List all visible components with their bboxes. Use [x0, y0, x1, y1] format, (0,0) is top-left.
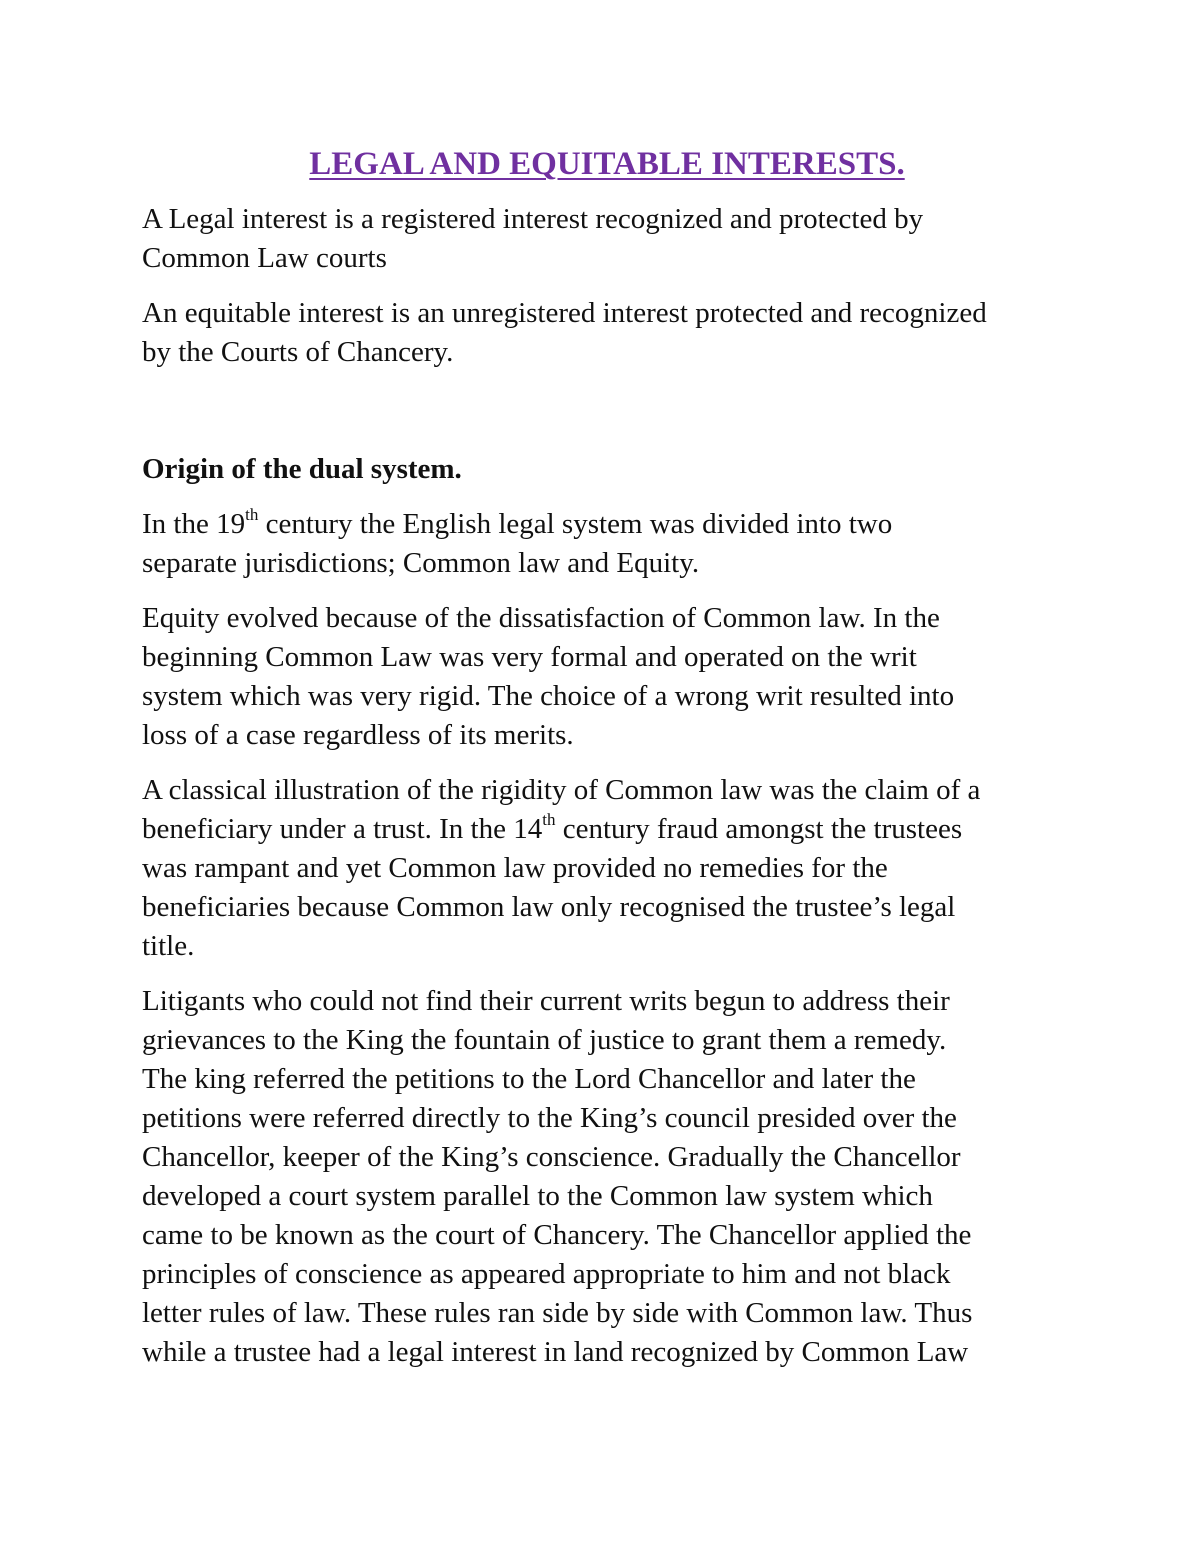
text-line: Chancellor, keeper of the King’s conscience. Gradually the Chancellor — [142, 1141, 961, 1173]
text-line: letter rules of law. These rules ran side by side with Common law. Thus — [142, 1297, 973, 1329]
paragraph-court-of-chancery — [142, 982, 1072, 1372]
paragraph-classical-illustration — [142, 771, 1072, 966]
legal-interest-definition — [142, 200, 1072, 278]
ordinal-suffix: th — [245, 505, 259, 525]
paragraph-equity-evolution — [142, 599, 1072, 755]
blank-line — [142, 388, 1072, 450]
text-line: while a trustee had a legal interest in land recognized by Common Law — [142, 1336, 969, 1368]
text-run: century fraud amongst the trustees — [555, 813, 963, 845]
text-line: principles of conscience as appeared appropriate to him and not black — [142, 1258, 951, 1290]
document-body — [142, 142, 1072, 1388]
text-run: beneficiary under a trust. In the 14 — [142, 813, 543, 845]
page-title: LEGAL AND EQUITABLE INTERESTS. — [309, 146, 905, 182]
text-line — [142, 810, 1072, 849]
text-line: grievances to the King the fountain of justice to grant them a remedy. — [142, 1024, 947, 1056]
text-line: came to be known as the court of Chancery. The Chancellor applied the — [142, 1219, 972, 1251]
equitable-interest-definition — [142, 294, 1072, 372]
text-line: beginning Common Law was very formal and operated on the writ — [142, 641, 917, 673]
ordinal-suffix: th — [542, 810, 556, 830]
text-line: system which was very rigid. The choice of a wrong writ resulted into — [142, 680, 955, 712]
section-heading: Origin of the dual system. — [142, 453, 462, 485]
text-line: A Legal interest is a registered interest recognized and protected by — [142, 203, 924, 235]
text-line: An equitable interest is an unregistered interest protected and recognized — [142, 297, 987, 329]
text-run: century the English legal system was divided into two — [258, 508, 893, 540]
text-line: developed a court system parallel to the Common law system which — [142, 1180, 933, 1212]
text-run: In the 19 — [142, 508, 246, 540]
text-line: was rampant and yet Common law provided no remedies for the — [142, 852, 888, 884]
text-line: separate jurisdictions; Common law and Equity. — [142, 547, 700, 579]
text-line: The king referred the petitions to the Lord Chancellor and later the — [142, 1063, 916, 1095]
text-line: Equity evolved because of the dissatisfaction of Common law. In the — [142, 602, 940, 634]
text-line: A classical illustration of the rigidity of Common law was the claim of a — [142, 774, 981, 806]
text-line: loss of a case regardless of its merits. — [142, 719, 574, 751]
text-line: title. — [142, 930, 195, 962]
text-line: petitions were referred directly to the King’s council presided over the — [142, 1102, 957, 1134]
text-line: by the Courts of Chancery. — [142, 336, 454, 368]
text-line: Common Law courts — [142, 242, 387, 274]
text-line: beneficiaries because Common law only recognised the trustee’s legal — [142, 891, 956, 923]
text-line: Litigants who could not find their current writs begun to address their — [142, 985, 950, 1017]
text-line — [142, 505, 1072, 544]
paragraph-dual-jurisdictions — [142, 505, 1072, 583]
